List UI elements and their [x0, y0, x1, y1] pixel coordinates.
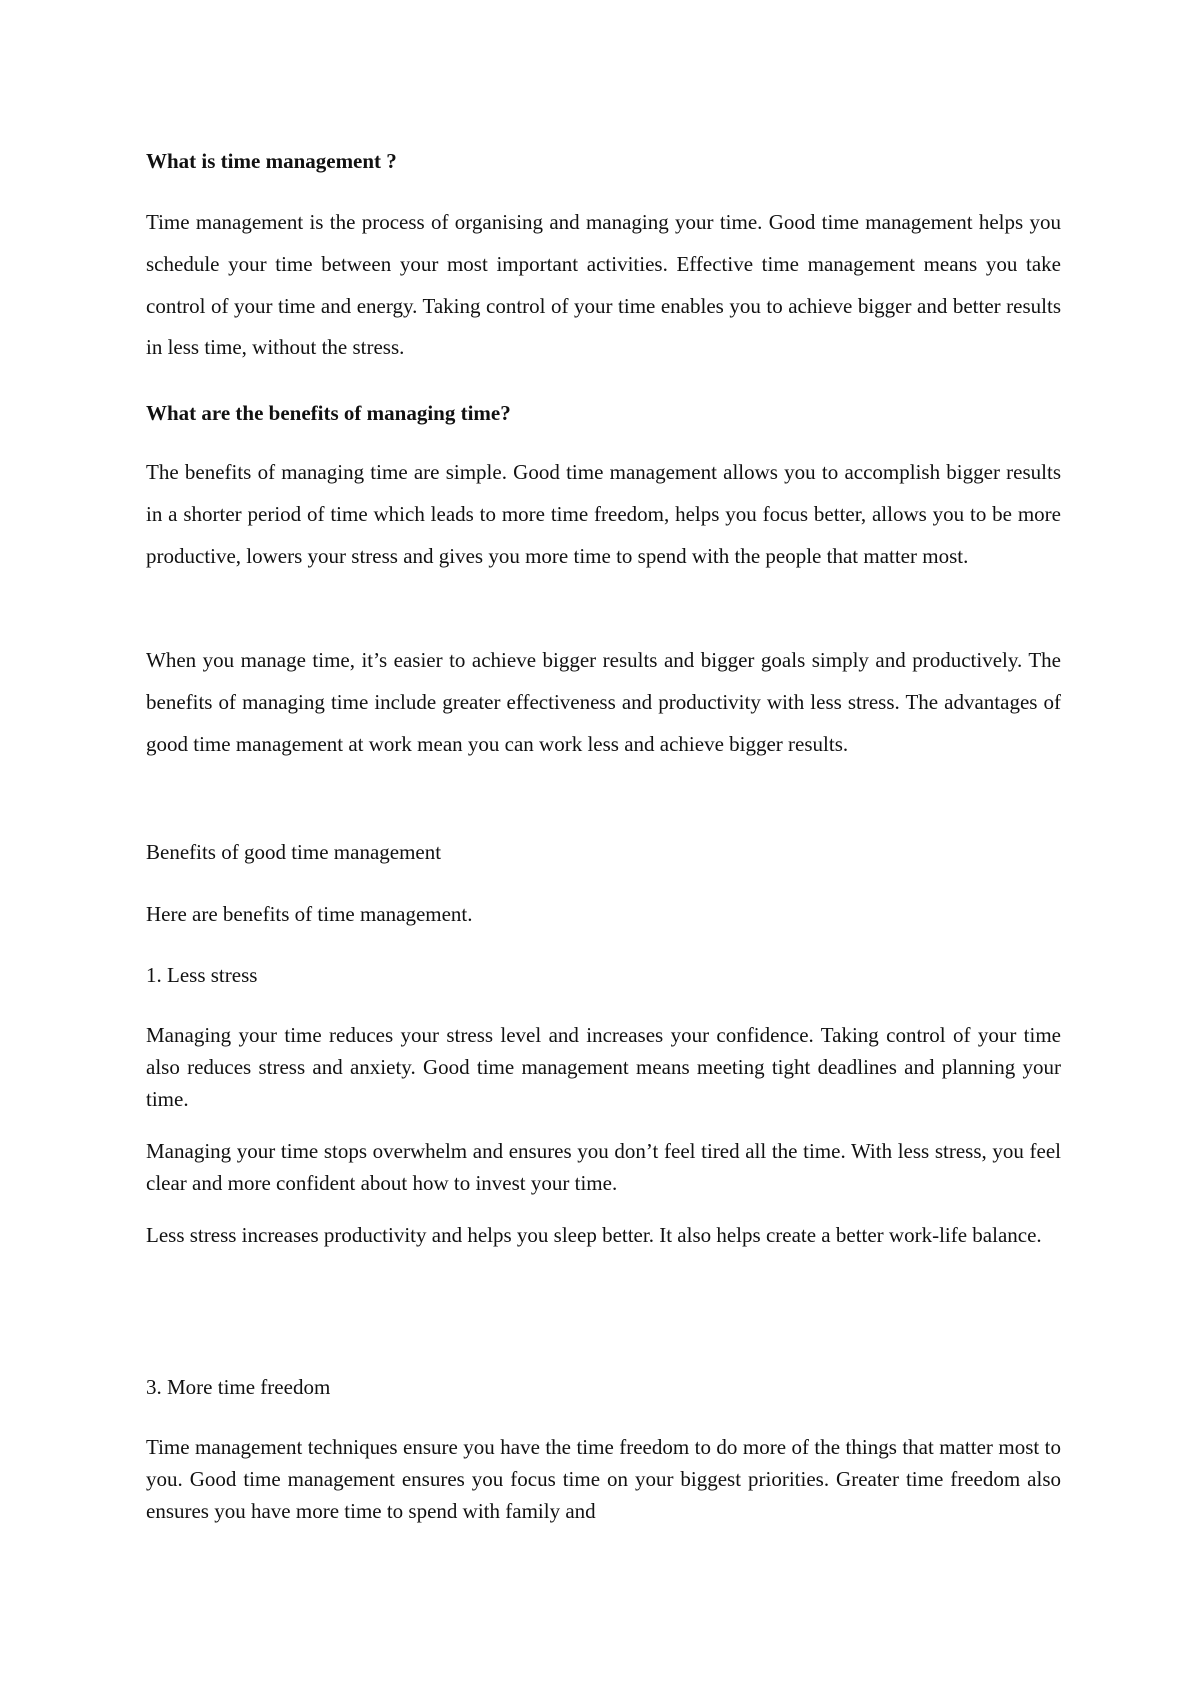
paragraph-less-stress-1: Managing your time reduces your stress level and increases your confidence. Taking control of your time also reduces stress and anxiety. Good time management means meeting tight deadlines and planning your time.	[146, 1023, 1061, 1111]
list-item-title-more-time-freedom: 3. More time freedom	[146, 1375, 331, 1399]
paragraph-definition: Time management is the process of organising and managing your time. Good time management helps you schedule your time between your most important activities. Effective time management means you take control of your time and energy. Taking control of your time enables you to achieve bigger and better results in less time, without the stress.	[146, 210, 1061, 360]
intro-line: Here are benefits of time management.	[146, 902, 473, 926]
subheading-benefits-of-good-time-management: Benefits of good time management	[146, 840, 442, 864]
paragraph-more-time-freedom: Time management techniques ensure you have the time freedom to do more of the things that matter most to you. Good time management ensures you focus time on your biggest priorities. Greater time freedom also ensures you have more time to spend with family and	[146, 1435, 1061, 1523]
heading-benefits-of-managing-time: What are the benefits of managing time?	[146, 401, 511, 425]
paragraph-less-stress-3: Less stress increases productivity and helps you sleep better. It also helps create a better work-life balance.	[146, 1223, 1042, 1247]
paragraph-benefits-overview: The benefits of managing time are simple. Good time management allows you to accomplish bigger results in a shorter period of time which leads to more time freedom, helps you focus better, allows you to be more productive, lowers your stress and gives you more time to spend with the people that matter most.	[146, 460, 1061, 568]
paragraph-less-stress-2: Managing your time stops overwhelm and ensures you don’t feel tired all the time. With less stress, you feel clear and more confident about how to invest your time.	[146, 1139, 1061, 1195]
paragraph-benefits-detail: When you manage time, it’s easier to achieve bigger results and bigger goals simply and productively. The benefits of managing time include greater effectiveness and productivity with less stress. The advantages of good time management at work mean you can work less and achieve bigger results.	[146, 648, 1061, 756]
list-item-title-less-stress: 1. Less stress	[146, 963, 258, 987]
heading-what-is-time-management: What is time management ?	[146, 149, 397, 173]
